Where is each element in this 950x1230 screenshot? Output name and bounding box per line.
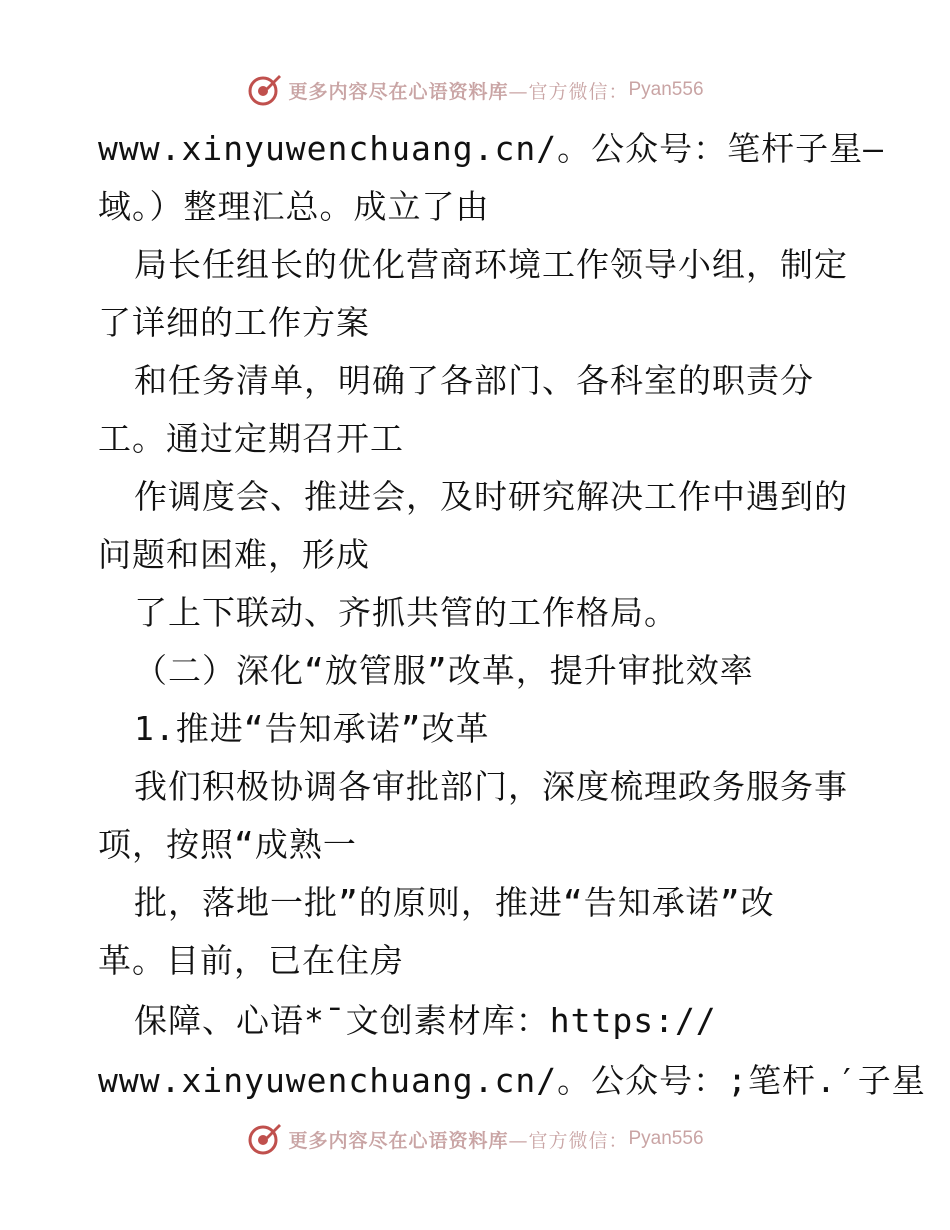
subsection-heading: 1.推进“告知承诺”改革 xyxy=(134,709,490,748)
text-line: www.xinyuwenchuang.cn/。公众号：笔杆子星— xyxy=(98,129,884,168)
text-line: 了上下联动、齐抓共管的工作格局。 xyxy=(134,593,678,632)
text-line: 了详细的工作方案 xyxy=(98,303,370,342)
text-line: 批，落地一批”的原则，推进“告知承诺”改 xyxy=(134,883,775,922)
pen-logo-icon xyxy=(246,72,282,108)
header-banner xyxy=(0,68,950,112)
banner-label: —官方微信： xyxy=(508,80,629,103)
pen-logo-icon xyxy=(246,1121,282,1157)
banner-title: 更多内容尽在心语资料库 xyxy=(288,1129,509,1152)
footer-banner xyxy=(0,1117,950,1161)
section-heading: （二）深化“放管服”改革，提升审批效率 xyxy=(134,651,754,690)
text-line: 我们积极协调各审批部门，深度梳理政务服务事 xyxy=(134,767,848,806)
text-line: 工。通过定期召开工 xyxy=(98,419,404,458)
text-line: 局长任组长的优化营商环境工作领导小组，制定 xyxy=(134,245,848,284)
text-line: 和任务清单，明确了各部门、各科室的职责分 xyxy=(134,361,814,400)
text-line: www.xinyuwenchuang.cn/。公众号：;笔杆.′子星 xyxy=(98,1061,926,1100)
banner-label: —官方微信： xyxy=(508,1129,629,1152)
text-line: 作调度会、推进会，及时研究解决工作中遇到的 xyxy=(134,477,848,516)
text-line: 问题和困难，形成 xyxy=(98,535,370,574)
text-line: 革。目前，已在住房 xyxy=(98,941,404,980)
text-line: 域。）整理汇总。成立了由 xyxy=(98,187,490,226)
banner-wechat-id: Pyan556 xyxy=(628,1128,704,1149)
banner-title: 更多内容尽在心语资料库 xyxy=(288,80,509,103)
text-line: 项，按照“成熟一 xyxy=(98,825,357,864)
text-line: 保障、心语*¯文创素材库：https:// xyxy=(134,1001,717,1040)
banner-wechat-id: Pyan556 xyxy=(628,79,704,100)
